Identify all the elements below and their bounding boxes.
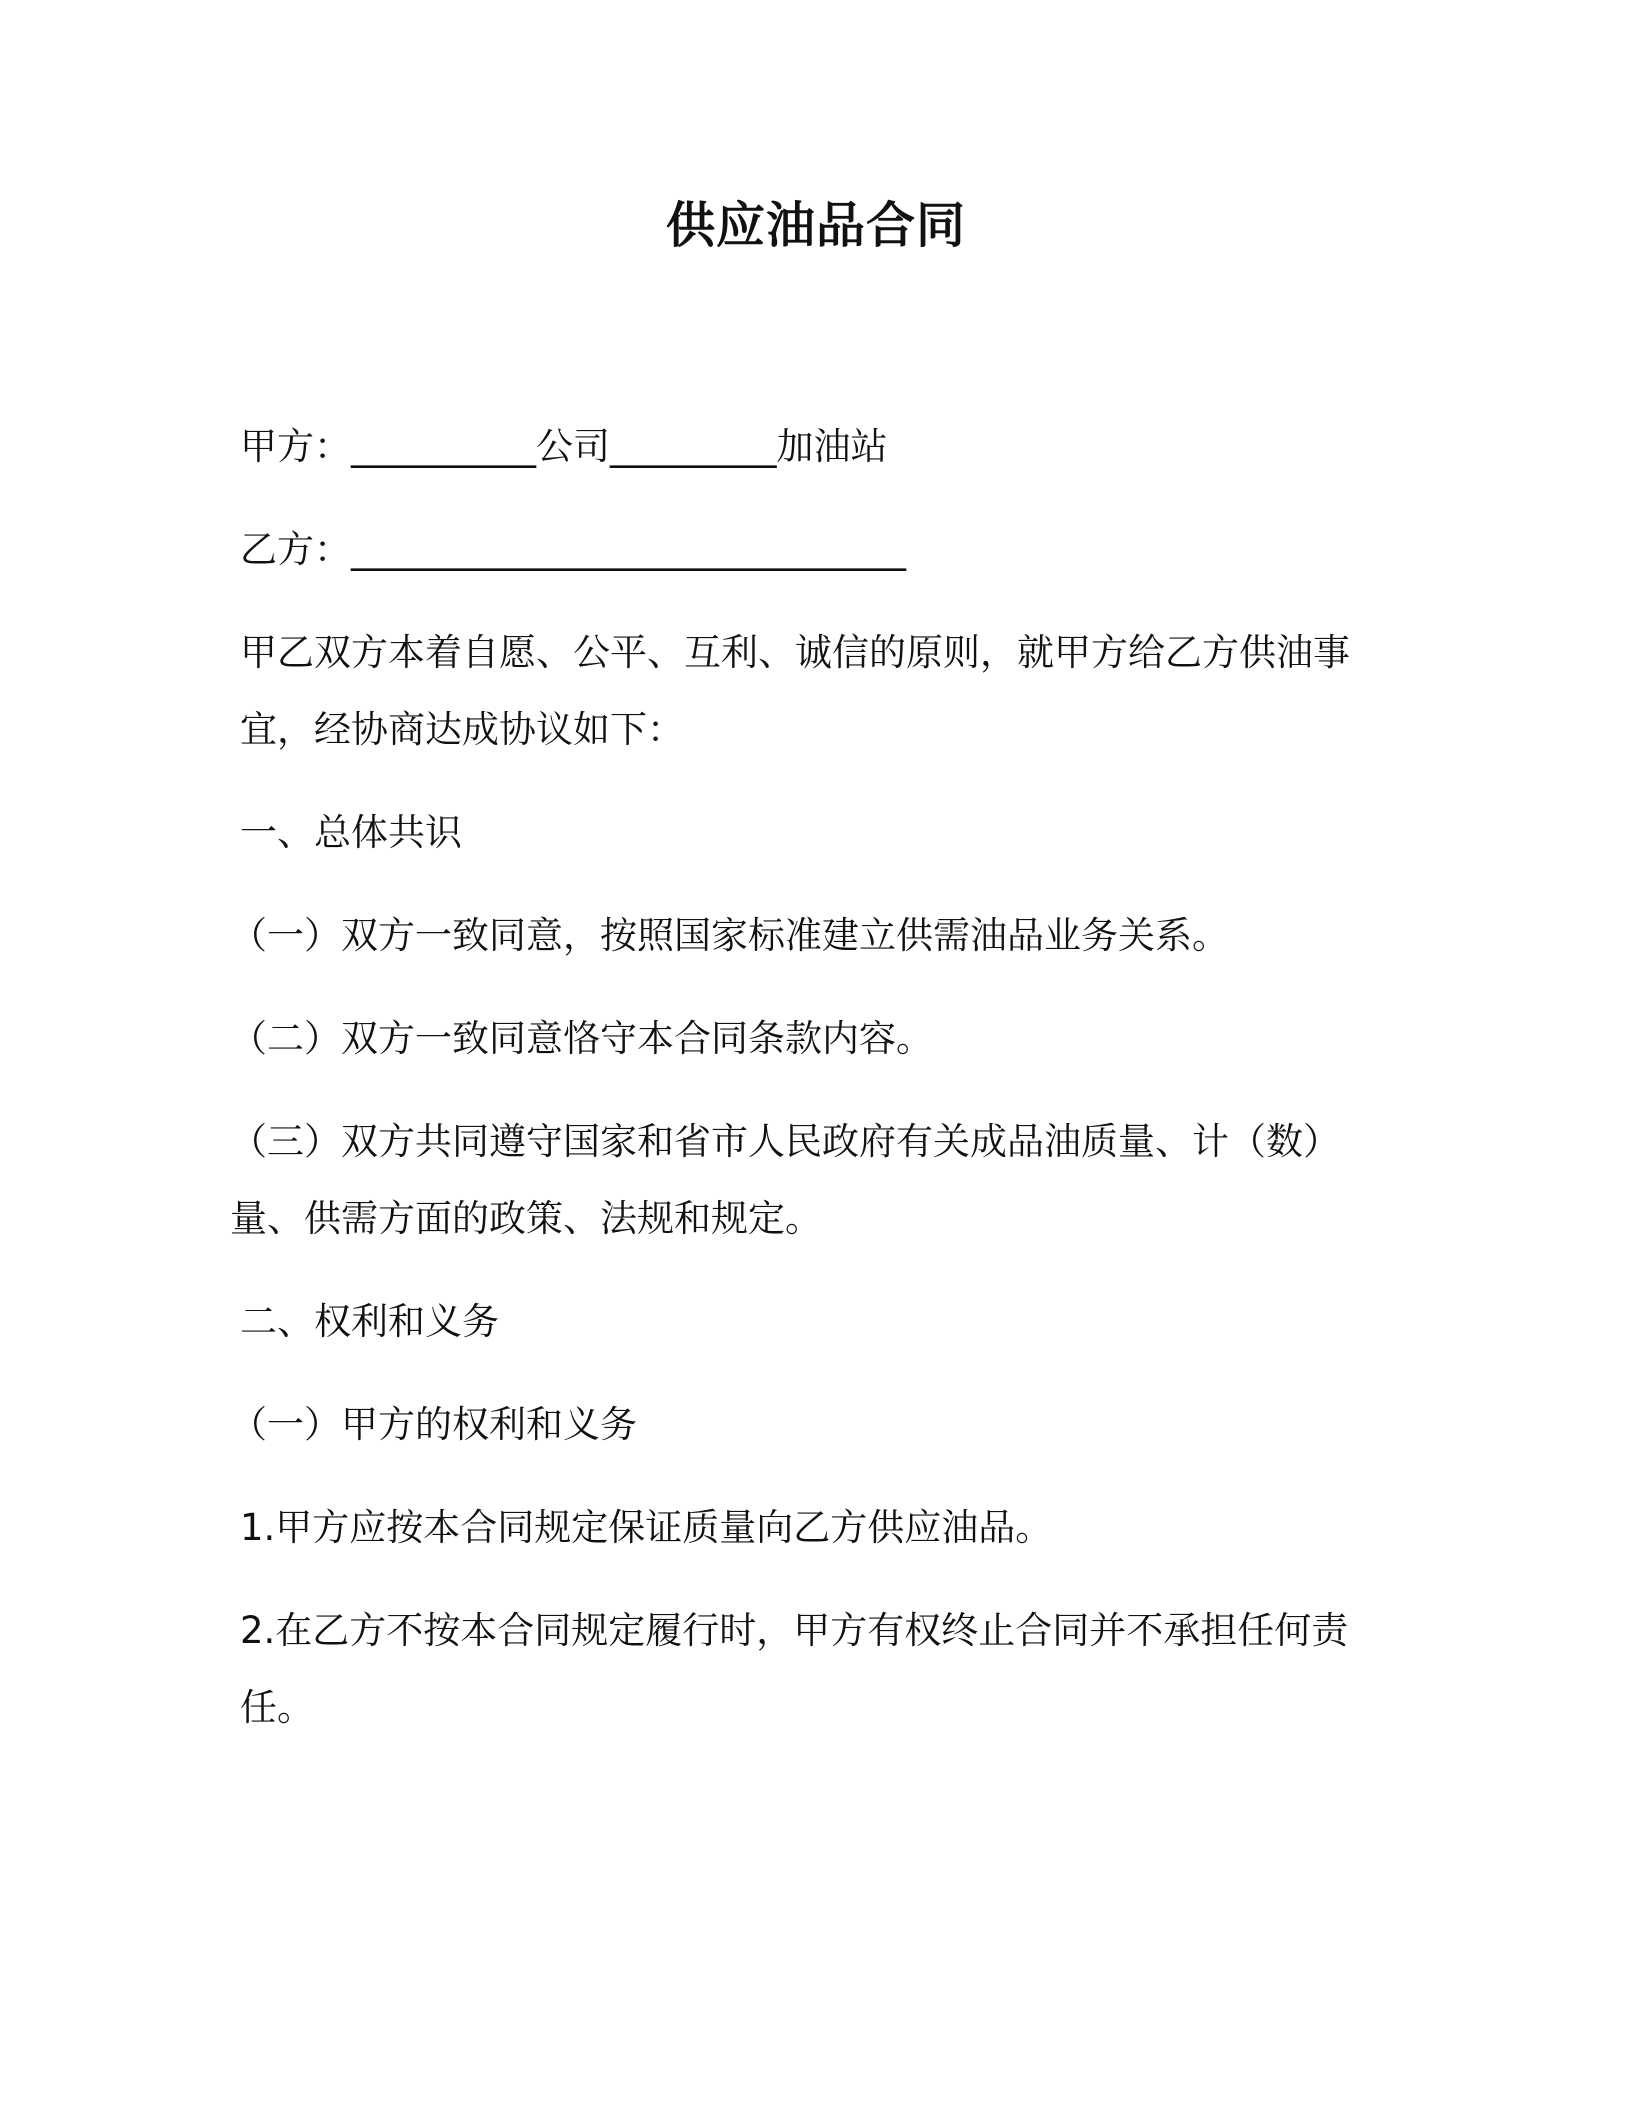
item-1: 1.甲方应按本合同规定保证质量向乙方供应油品。 (240, 1506, 1053, 1549)
item-2: 2.在乙方不按本合同规定履行时，甲方有权终止合同并不承担任何责任。 (240, 1609, 1349, 1729)
section-heading-general: 一、总体共识 (240, 811, 462, 854)
section-heading-rights: 二、权利和义务 (240, 1300, 499, 1343)
contract-body (230, 408, 1375, 1772)
party-b-line: 乙方：______________________________ (240, 528, 906, 571)
party-a-line: 甲方：__________公司_________加油站 (240, 425, 888, 468)
clause-1-2: （二）双方一致同意恪守本合同条款内容。 (230, 1017, 933, 1060)
preamble-paragraph: 甲乙双方本着自愿、公平、互利、诚信的原则，就甲方给乙方供油事宜，经协商达成协议如下： (240, 631, 1350, 751)
clause-1-3: （三）双方共同遵守国家和省市人民政府有关成品油质量、计（数）量、供需方面的政策、法规和规定。 (230, 1120, 1340, 1240)
subsection-party-a-rights: （一）甲方的权利和义务 (230, 1403, 637, 1446)
page-title: 供应油品合同 (665, 197, 966, 254)
clause-1-1: （一）双方一致同意，按照国家标准建立供需油品业务关系。 (230, 914, 1229, 957)
